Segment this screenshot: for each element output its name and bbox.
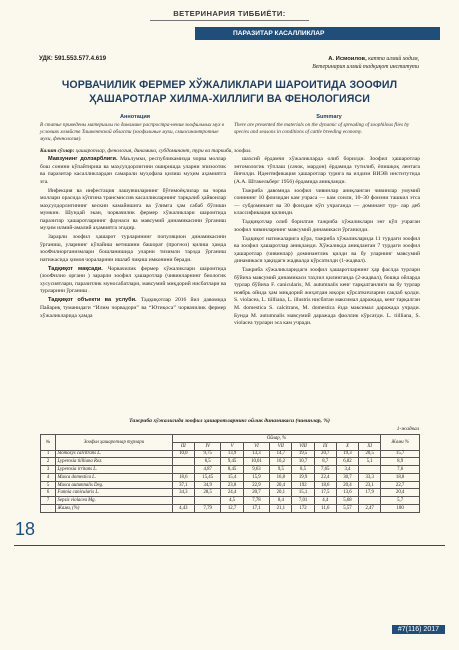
author-role: катта илмий ходим, [368, 56, 419, 62]
paragraph-text: шахсий ёрдамчи хўжаликларда олиб борилди. Зоофил ҳашаротлар энтомологик тўплаш (сачок, мардон) ёрдамида тутилиб, ёпишқоқ лентага йиғилди. Идентификация ҳашаротлар турига ва илдизи ВИЭВ институтида (А.А. Штакельберг 1956) ёрдамида аниқланди. [234, 156, 420, 185]
paragraph [40, 234, 226, 264]
row-total: 15,7 [381, 450, 420, 458]
body-column-left [40, 156, 226, 321]
row-total: 8,9 [381, 458, 420, 466]
month-value: 16,8 [270, 473, 292, 481]
header-divider [150, 20, 309, 21]
paragraph [40, 156, 226, 186]
month-value: 9,63 [243, 466, 270, 474]
month-value: 4,4 [314, 497, 336, 505]
month-value: 19,9 [292, 473, 314, 481]
month-value: 3,4 [336, 466, 358, 474]
month-value: 22,4 [314, 473, 336, 481]
month-value: 20,4 [270, 481, 292, 489]
table-row [41, 450, 420, 458]
month-value: 7,01 [292, 497, 314, 505]
footer-divider [14, 545, 445, 546]
col-header-no: № [41, 435, 56, 451]
month-value [359, 497, 381, 505]
month-value: 15,9 [243, 473, 270, 481]
row-total: 22,7 [381, 481, 420, 489]
author-name: А. Исмоилов, [328, 56, 367, 62]
paragraph [234, 156, 420, 186]
table-row [41, 505, 420, 513]
paragraph-lead: Мавзунинг долзарблиги. [48, 156, 118, 162]
month-value: 20,4 [336, 481, 358, 489]
paragraph [234, 219, 420, 234]
month-value: 9,45 [221, 458, 243, 466]
paragraph-text: Тажриба хўжаликларидаги зоофил ҳашаротларнинг ҳар фаслда турлари бўйича мавсумий динамикаси таҳлил қилинганда (2-жадвал), бошқа ойларда турлар бўйича F. canicularis, M. autumnalis кенг тарқалганлиги ва бу турлар ноябрь ойида ҳам миқдорий жиҳатдан юқори кўрсаткичларни сақлаб қолди. S. violacea, L. tiilliana, L. illustris нисбатан максимал даражада, кенг тарқалган M. domestica S. calcitrans, M. domestica ёзда максимал даражада учради. Бунда M. autumnalis мавсумий даражада фаоллик кўрсатди. L. tiilliana, S. violacea турлари эса кам учради. [234, 267, 420, 327]
month-value: 20,5 [359, 450, 381, 458]
month-value: 37,1 [172, 481, 194, 489]
species-name: Stomoxys calcitrans L. [56, 450, 173, 458]
month-value: 24,4 [221, 489, 243, 497]
author-block [312, 55, 419, 71]
month-value: 7,79 [194, 505, 221, 513]
col-header-total: Жами % [381, 435, 420, 451]
paragraph-text: Инфекция ва инфестация лашувчиларнинг бўғимоёқлилар ва чорва моллари орасида кўпгина трансмиссив касалликларнинг тарқалиб ҳайвонлар маҳсулдорлигининг кескин камайишига ва ўлимга ҳам сабаб бўлиши мумкин. Шундай экан, чорвачилик фермер хўжаликлари шароитида паразитар ҳашаротларнинг фаунаси ва мавсумий динамикасини ўрганиш муҳим илмий-амалий аҳамиятга эгадир. [40, 187, 226, 232]
month-value: 10,01 [243, 458, 270, 466]
species-name: Lyperosia tiilliana Roz. [56, 458, 173, 466]
month-value: 15,1 [292, 489, 314, 497]
month-value: 18,6 [314, 481, 336, 489]
month-value: 7,78 [243, 497, 270, 505]
month-value: 8,7 [314, 458, 336, 466]
paragraph-text: Тажриба давомида зоофил чивинлар аниқланган чивинлар умумий сонининг 10 фоизидан кам учраса — кам сонли, 10–30 фоизни ташкил этса — субдоминант ва 30 фоиздан кўп учраганда — доминант тур- лар деб классификация қилинди. [234, 187, 420, 217]
paragraph [234, 188, 420, 218]
table-row [41, 497, 420, 505]
month-value: 17,1 [243, 505, 270, 513]
keywords-text: ҳашаротлар, фенология, динамика, субдоминант, тури ва таркиби, зоофил. [75, 148, 252, 154]
table-row [41, 466, 420, 474]
month-value: 17,9 [359, 489, 381, 497]
author-org: Ветеринария илмий тадқиқот институти [312, 64, 419, 70]
month-value: 192 [292, 481, 314, 489]
table-row [41, 473, 420, 481]
month-value: 8,4 [270, 497, 292, 505]
month-value [194, 497, 221, 505]
paragraph [40, 297, 226, 320]
month-value: 7,65 [314, 466, 336, 474]
month-value: 33,3 [359, 473, 381, 481]
month-header: IV [194, 442, 221, 450]
paragraph-text: Чорвачилик фермер хўжаликлари шароитида (зооФилио органи ) зарарли зоофил ҳашаротлар (чивинларнинг биологик хусусиятлари, паразитлик муносабатлари, мавсумий миқдорий нисбатлари ва турларини ўрганиш . [40, 265, 227, 295]
month-value: 13,3 [243, 450, 270, 458]
month-value: 5,1 [359, 458, 381, 466]
month-value: 34,9 [194, 481, 221, 489]
month-value [172, 458, 194, 466]
month-value: 18,6 [172, 473, 194, 481]
issue-badge: #7(116) 2017 [392, 625, 445, 634]
paragraph-text: Тадқиқотлар 2016 йил давомида Пайариқ туманидаги “Илим чорвадори” ва “Ютиқоса” чорвачилик фермер хўжаликларида ҳамда [40, 297, 227, 319]
month-value: 23,8 [221, 481, 243, 489]
month-value: 6,5 [194, 458, 221, 466]
month-header: VII [270, 442, 292, 450]
table-row [41, 489, 420, 497]
paragraph-text: Зарарли зоофил ҳашарот турларининг популяцион динамикасини ўрганиш, уларнинг кўпайиш кетишини башорат (прогноз) қилиш ҳамда зооФилиорганизмлари бошланишида уларни тизимли тарзда ўрганиш натижасида ҳимоя чораларини ишлаб чиқиш имконини беради. [40, 234, 226, 263]
row-total: 18,8 [381, 473, 420, 481]
paragraph-lead: Тадқиқот мақсади. [48, 265, 103, 272]
row-no: 2 [41, 458, 56, 466]
page-number: 18 [15, 519, 36, 539]
paragraph [40, 266, 226, 296]
month-value: 9,75 [194, 450, 221, 458]
row-no: 7 [41, 497, 56, 505]
row-total: 7,6 [381, 466, 420, 474]
journal-title: ВЕТЕРИНАРИЯ ТИББИЁТИ: [173, 9, 286, 18]
month-value: 10,7 [292, 458, 314, 466]
month-value: 34,3 [172, 489, 194, 497]
abstract-en-heading: Summary [316, 114, 342, 120]
month-value: 5,57 [336, 505, 358, 513]
col-header-months: Ойлар, % [172, 435, 381, 443]
month-header: V [221, 442, 243, 450]
month-value: 4,87 [194, 466, 221, 474]
keywords-label: Калит сўзлар: [40, 148, 75, 154]
month-value [172, 466, 194, 474]
month-value: 12,7 [221, 505, 243, 513]
paragraph [40, 188, 226, 233]
month-value: 4,43 [172, 505, 194, 513]
month-header: X [336, 442, 358, 450]
table-row [41, 458, 420, 466]
row-no: 5 [41, 481, 56, 489]
paragraph-lead: Тадқиқот объекти ва услуби. [48, 297, 137, 304]
row-no [41, 505, 56, 513]
month-value: 4,5 [221, 497, 243, 505]
row-no: 1 [41, 450, 56, 458]
section-band: ПАРАЗИТАР КАСАЛЛИКЛАР [195, 27, 440, 40]
month-header: VIII [292, 442, 314, 450]
title-line-1: ЧОРВАЧИЛИК ФЕРМЕР ХЎЖАЛИКЛАРИ ШАРОИТИДА ЗООФИЛ [61, 79, 398, 91]
month-value: 13,9 [221, 450, 243, 458]
month-value: 20,7 [243, 489, 270, 497]
table-caption: Тажриба хўжалигида зоофил ҳашаротларнинг ойлик динамикаси (чивинлар, %) [129, 418, 330, 424]
paragraph-text: Маълумки, республикамизда чорва моллар бош сонини кўпайтириш ва маҳсулдорлигини оширишда уларни эпизоотик ва паразитар касалликлардан самарали муҳофаза қилиш муҳим аҳамиятга эга. [40, 156, 226, 185]
row-no: 6 [41, 489, 56, 497]
species-name: Lyperosia irritans L. [56, 466, 173, 474]
month-value: 20,7 [314, 450, 336, 458]
row-no: 4 [41, 473, 56, 481]
month-value: 11,6 [314, 505, 336, 513]
month-value: 172 [292, 505, 314, 513]
month-value: 19,3 [336, 450, 358, 458]
species-name: Musca domestica L. [56, 473, 173, 481]
month-value: 19,5 [292, 450, 314, 458]
month-value [359, 466, 381, 474]
month-value: 14,7 [270, 450, 292, 458]
month-value [172, 497, 194, 505]
row-no: 3 [41, 466, 56, 474]
month-value: 5,68 [336, 497, 358, 505]
paragraph [234, 267, 420, 327]
paragraph-text: Тадқиқот натижаларига кўра, тажриба хўжаликларида 11 турдаги зоофил ва зоофил ҳашаротлар аниқланди. Хўжаликда аниқланган 7 турдаги зоофил ҳашаротлар (чивинлар) доминантлик қилди ва бу уларнинг мавсумий динамикаси ҳақидаги жадвалда кўрсатилди (1-жадвал). [234, 235, 420, 265]
abstract-en-text: There are presented the materials on the dynamic of spreading of zoophilous flies by species and seasons in conditions of cattle breeding economy. [234, 122, 410, 135]
month-value: 10,0 [172, 450, 194, 458]
month-value: 17,5 [314, 489, 336, 497]
month-header: III [172, 442, 194, 450]
month-value: 23,1 [359, 481, 381, 489]
species-dynamics-table [40, 434, 420, 513]
month-value: 20,1 [270, 489, 292, 497]
species-name: Fannia canicularis L. [56, 489, 173, 497]
abstract-ru-text: В статье приведены материалы по динамике распростра-нения зоофильных мух в условиях хозяйств Ташкентской области (зоофильные мухи, смиосинантропные мухи, феннология). [40, 122, 225, 142]
month-value: 15,45 [194, 473, 221, 481]
month-header: VI [243, 442, 270, 450]
species-name: Жами, (%) [56, 505, 173, 513]
udk-code: УДК: 591.553.577.4.619 [39, 55, 107, 62]
month-value: 10,2 [270, 458, 292, 466]
species-name: Sepsis violacea Mg. [56, 497, 173, 505]
month-header: XI [359, 442, 381, 450]
title-line-2: ҲАШАРОТЛАР ХИЛМА-ХИЛЛИГИ ВА ФЕНОЛОГИЯСИ [89, 93, 370, 105]
row-total: 20,4 [381, 489, 420, 497]
month-value: 13,6 [336, 489, 358, 497]
month-value: 8,45 [221, 466, 243, 474]
species-name: Musca autumnalis Deg. [56, 481, 173, 489]
body-column-right [234, 156, 420, 329]
month-value: 9,5 [270, 466, 292, 474]
month-header: IX [314, 442, 336, 450]
month-value: 22,9 [243, 481, 270, 489]
paragraph [234, 236, 420, 266]
month-value: 2,47 [359, 505, 381, 513]
month-value: 8,5 [292, 466, 314, 474]
month-value: 21,1 [270, 505, 292, 513]
month-value: 15,4 [221, 473, 243, 481]
paragraph-text: Тадқиқотлар олиб борилган тажриба хўжаликлари энг кўп учраган зоофил чивинларнинг мавсумий динамикаси ўрганилди. [234, 219, 420, 233]
table-number: 1-жадвал [396, 426, 419, 432]
month-value: 30,7 [336, 473, 358, 481]
col-header-species: Зоофил ҳашаротлар турлари [56, 435, 173, 451]
article-title [30, 78, 429, 106]
month-value: 28,5 [194, 489, 221, 497]
month-value: 6,82 [336, 458, 358, 466]
keywords [40, 148, 419, 155]
row-total: 100 [381, 505, 420, 513]
row-total: 5,7 [381, 497, 420, 505]
abstract-ru-heading: Аннотация [119, 114, 151, 120]
table-row [41, 481, 420, 489]
